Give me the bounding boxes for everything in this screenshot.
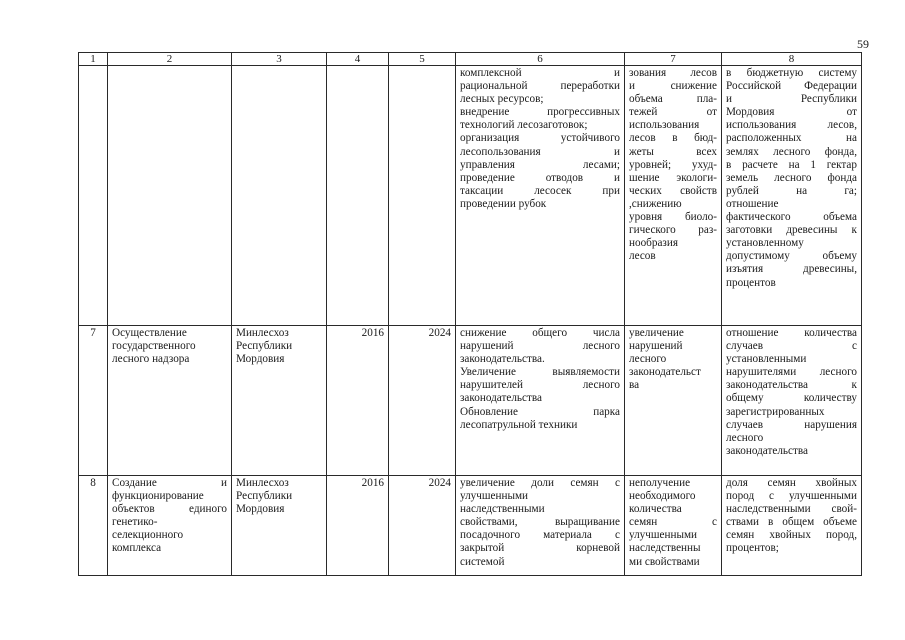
line-text: Осуществление — [112, 327, 187, 339]
non-implementation-consequences — [625, 66, 722, 326]
line-text: общему количеству — [726, 392, 857, 405]
cell-line — [726, 406, 857, 419]
cell-line — [112, 490, 227, 503]
cell-line — [460, 93, 620, 106]
line-text: нообразия — [629, 237, 678, 250]
line-text: Увеличение выявляемости — [460, 366, 620, 379]
expected-results — [456, 326, 625, 476]
line-text: наследственными — [460, 503, 545, 516]
cell-line — [726, 80, 857, 93]
start-year — [327, 326, 389, 476]
row-number — [79, 66, 108, 326]
line-text: Республики — [236, 340, 293, 353]
cell-line — [726, 146, 857, 159]
cell-line — [236, 327, 322, 340]
cell-text: 8 — [90, 477, 96, 489]
cell-text: 2016 — [361, 477, 384, 489]
line-text: технологий лесозаготовок; — [460, 119, 588, 132]
cell-line — [629, 490, 717, 503]
cell-line — [726, 224, 857, 237]
line-text: улучшенными — [460, 490, 529, 503]
cell-line — [112, 340, 227, 353]
cell-line — [460, 132, 620, 145]
cell-line — [460, 185, 620, 198]
header-col-1: 1 — [79, 53, 108, 66]
line-text: организация устойчивого — [460, 132, 620, 145]
cell-line — [460, 340, 620, 353]
line-text: ми свойствами — [629, 555, 700, 568]
cell-line — [629, 340, 717, 353]
non-implementation-consequences — [625, 326, 722, 476]
cell-line — [726, 250, 857, 263]
cell-line — [112, 353, 227, 366]
cell-line — [629, 106, 717, 119]
line-text: пород с улучшенными — [726, 490, 857, 503]
non-implementation-consequences — [625, 476, 722, 576]
cell-line — [460, 490, 620, 503]
line-text: объема пла- — [629, 93, 717, 106]
cell-line — [629, 353, 717, 366]
end-year — [389, 326, 456, 476]
header-col-2: 2 — [108, 53, 232, 66]
cell-line — [629, 119, 717, 132]
cell-line — [629, 379, 717, 392]
target-indicators — [722, 66, 862, 326]
line-text: закрытой корневой — [460, 542, 620, 555]
line-text: Минлесхоз — [236, 327, 289, 339]
cell-line — [629, 516, 717, 529]
cell-line — [726, 159, 857, 172]
program-measures-table — [78, 52, 862, 576]
line-text: Минлесхоз — [236, 477, 289, 489]
cell-line — [726, 211, 857, 224]
line-text: семян хвойных пород, — [726, 529, 857, 542]
cell-line — [629, 211, 717, 224]
cell-line — [629, 185, 717, 198]
line-text: лесного — [629, 353, 667, 366]
cell-line — [460, 119, 620, 132]
cell-line — [726, 172, 857, 185]
cell-line — [112, 516, 227, 529]
cell-line — [629, 224, 717, 237]
table-row — [79, 66, 862, 326]
cell-line — [629, 237, 717, 250]
line-text: ствами в общем объеме — [726, 516, 857, 529]
cell-line — [460, 542, 620, 555]
cell-line — [726, 263, 857, 276]
page-number: 59 — [857, 37, 869, 51]
cell-line — [460, 379, 620, 392]
cell-line — [629, 503, 717, 516]
line-text: рублей на га; — [726, 184, 857, 197]
cell-text: 2024 — [428, 477, 451, 489]
line-text: комплексной — [460, 67, 522, 79]
cell-line — [460, 556, 620, 569]
line-text: нарушений лесного — [460, 340, 620, 353]
line-text: проведение отводов и — [460, 171, 620, 184]
line-text: Российской Федерации — [726, 80, 857, 93]
cell-line — [726, 419, 857, 432]
line-text: внедрение прогрессивных — [460, 106, 620, 119]
cell-line — [726, 529, 857, 542]
cell-line — [629, 93, 717, 106]
line-text: случаев с — [726, 340, 857, 353]
line-text: уровней; ухуд- — [629, 158, 717, 171]
row-number — [79, 326, 108, 476]
cell-line — [236, 353, 322, 366]
cell-line — [726, 445, 857, 458]
cell-line — [629, 477, 717, 490]
line-text: количества — [629, 503, 682, 516]
line-text: наследственными свой- — [726, 503, 857, 516]
line-text: законодательст — [629, 366, 701, 379]
line-text: лесного надзора — [112, 353, 190, 366]
line-text: в расчете на 1 гектар — [726, 158, 857, 171]
line-text: установленному — [726, 237, 804, 250]
cell-line — [726, 119, 857, 132]
cell-line — [629, 67, 717, 80]
cell-line — [629, 556, 717, 569]
line-text: шение экологи- — [629, 171, 717, 184]
line-text: Республики — [236, 490, 293, 503]
cell-line — [629, 146, 717, 159]
cell-line — [460, 406, 620, 419]
header-col-3: 3 — [232, 53, 327, 66]
cell-line — [726, 327, 857, 340]
line-text: лесопатрульной техники — [460, 418, 578, 431]
line-text: таксации лесосек при — [460, 184, 620, 197]
cell-line — [726, 106, 857, 119]
header-col-4: 4 — [327, 53, 389, 66]
expected-results — [456, 66, 625, 326]
line-text: увеличение — [629, 327, 684, 339]
cell-line — [460, 419, 620, 432]
line-text: и Республики — [726, 93, 857, 106]
line-text: комплекса — [112, 542, 162, 555]
cell-line — [460, 503, 620, 516]
line-text: уровня биоло- — [629, 211, 717, 224]
line-text: Создание и — [112, 477, 227, 489]
header-row — [79, 53, 862, 66]
line-text: лесопользования — [460, 145, 541, 158]
line-text: ва — [629, 379, 640, 392]
line-text: неполучение — [629, 477, 691, 489]
cell-line — [726, 185, 857, 198]
cell-line — [726, 516, 857, 529]
cell-line — [726, 432, 857, 445]
cell-line — [112, 503, 227, 516]
cell-line — [460, 146, 620, 159]
measure-name — [108, 326, 232, 476]
cell-text: 2024 — [428, 327, 451, 339]
line-text: тежей от — [629, 106, 717, 119]
line-text: рациональной переработки — [460, 80, 620, 93]
line-text: зарегистрированных — [726, 405, 825, 418]
executor — [232, 326, 327, 476]
line-text: Мордовия от — [726, 106, 857, 119]
line-text: законодательства — [460, 392, 542, 405]
line-text: системой — [460, 555, 505, 568]
cell-line — [629, 327, 717, 340]
line-text: изъятия древесины, — [726, 263, 857, 276]
line-text: доля семян хвойных — [726, 477, 857, 489]
line-text: жеты всех — [629, 145, 717, 158]
line-text: использования — [629, 119, 700, 132]
cell-line — [629, 80, 717, 93]
cell-line — [726, 93, 857, 106]
line-text: фактического объема — [726, 211, 857, 224]
cell-line — [460, 366, 620, 379]
line-text: управления — [460, 158, 515, 171]
measure-name — [108, 476, 232, 576]
line-text: государственного — [112, 340, 196, 353]
cell-line — [629, 542, 717, 555]
cell-line — [726, 67, 857, 80]
line-text: генетико- — [112, 516, 158, 529]
cell-line — [629, 172, 717, 185]
line-text: случаев нарушения — [726, 418, 857, 431]
header-col-6: 6 — [456, 53, 625, 66]
start-year — [327, 476, 389, 576]
line-end-text: лесами; — [582, 158, 620, 171]
line-text: допустимому объему — [726, 250, 857, 263]
line-text: установленными — [726, 353, 807, 366]
line-text: снижение общего числа — [460, 327, 620, 339]
line-text: зования лесов — [629, 67, 717, 79]
cell-line — [460, 516, 620, 529]
line-text: лесного — [726, 431, 764, 444]
line-text: отношение количества — [726, 327, 857, 339]
line-text: функционирование — [112, 490, 204, 503]
line-text: процентов; — [726, 542, 779, 555]
cell-line — [460, 392, 620, 405]
row-number — [79, 476, 108, 576]
cell-line — [726, 340, 857, 353]
cell-line — [629, 529, 717, 542]
expected-results — [456, 476, 625, 576]
cell-line — [460, 67, 620, 80]
cell-line — [726, 379, 857, 392]
line-text: земель лесного фонда — [726, 171, 857, 184]
cell-line — [460, 529, 620, 542]
line-text: лесов в бюд- — [629, 132, 717, 145]
line-text: использования лесов, — [726, 119, 857, 132]
cell-line — [629, 250, 717, 263]
cell-text: 2016 — [361, 327, 384, 339]
line-text: заготовки древесины к — [726, 224, 857, 237]
cell-line — [726, 237, 857, 250]
table-row — [79, 326, 862, 476]
cell-line — [460, 159, 620, 172]
cell-line — [629, 198, 717, 211]
line-end-text: и — [614, 67, 620, 79]
cell-line — [460, 353, 620, 366]
cell-line — [726, 490, 857, 503]
line-text: Мордовия — [236, 503, 285, 516]
line-text: ческих свойств — [629, 184, 717, 197]
executor — [232, 66, 327, 326]
cell-line — [236, 340, 322, 353]
line-text: нарушений — [629, 340, 683, 353]
cell-line — [726, 503, 857, 516]
line-text: и снижение — [629, 80, 717, 93]
cell-line — [460, 172, 620, 185]
line-text: наследственны — [629, 542, 701, 555]
target-indicators — [722, 326, 862, 476]
cell-line — [726, 132, 857, 145]
line-text: посадочного материала с — [460, 529, 620, 542]
cell-text: 7 — [90, 327, 96, 339]
cell-line — [112, 327, 227, 340]
cell-line — [112, 542, 227, 555]
line-text: необходимого — [629, 490, 696, 503]
cell-line — [112, 477, 227, 490]
cell-line — [236, 477, 322, 490]
line-text: объектов единого — [112, 503, 227, 516]
line-text: Мордовия — [236, 353, 285, 366]
line-text: лесных ресурсов; — [460, 93, 544, 106]
cell-line — [629, 132, 717, 145]
line-text: в бюджетную систему — [726, 67, 857, 79]
line-text: лесов — [629, 250, 656, 263]
line-text: законодательства. — [460, 353, 545, 366]
line-text: увеличение доли семян с — [460, 477, 620, 489]
line-end-text: и — [614, 145, 620, 158]
line-text: нарушителей лесного — [460, 379, 620, 392]
line-text: землях лесного фонда, — [726, 145, 857, 158]
executor — [232, 476, 327, 576]
cell-line — [726, 277, 857, 290]
end-year — [389, 66, 456, 326]
line-text: ,снижению — [629, 197, 682, 210]
measure-name — [108, 66, 232, 326]
header-col-7: 7 — [625, 53, 722, 66]
cell-line — [726, 477, 857, 490]
header-col-8: 8 — [722, 53, 862, 66]
cell-line — [236, 490, 322, 503]
line-text: улучшенными — [629, 529, 698, 542]
line-text: гического раз- — [629, 224, 717, 237]
cell-line — [726, 353, 857, 366]
line-text: отношение — [726, 197, 779, 210]
line-text: законодательства к — [726, 379, 857, 392]
cell-line — [726, 366, 857, 379]
cell-line — [629, 366, 717, 379]
line-text: свойствами, выращивание — [460, 516, 620, 529]
line-text: проведении рубок — [460, 197, 547, 210]
line-text: расположенных на — [726, 132, 857, 145]
cell-line — [726, 392, 857, 405]
table-row — [79, 476, 862, 576]
cell-line — [726, 198, 857, 211]
cell-line — [460, 327, 620, 340]
line-text: нарушителями лесного — [726, 366, 857, 379]
line-text: семян с — [629, 516, 717, 529]
cell-line — [460, 106, 620, 119]
header-col-5: 5 — [389, 53, 456, 66]
cell-line — [629, 159, 717, 172]
cell-line — [726, 542, 857, 555]
end-year — [389, 476, 456, 576]
line-text: Обновление парка — [460, 405, 620, 418]
cell-line — [112, 529, 227, 542]
cell-line — [460, 80, 620, 93]
cell-line — [460, 477, 620, 490]
cell-line — [460, 198, 620, 211]
cell-line — [236, 503, 322, 516]
target-indicators — [722, 476, 862, 576]
line-text: селекционного — [112, 529, 184, 542]
line-text: процентов — [726, 276, 776, 289]
line-text: законодательства — [726, 444, 808, 457]
start-year — [327, 66, 389, 326]
